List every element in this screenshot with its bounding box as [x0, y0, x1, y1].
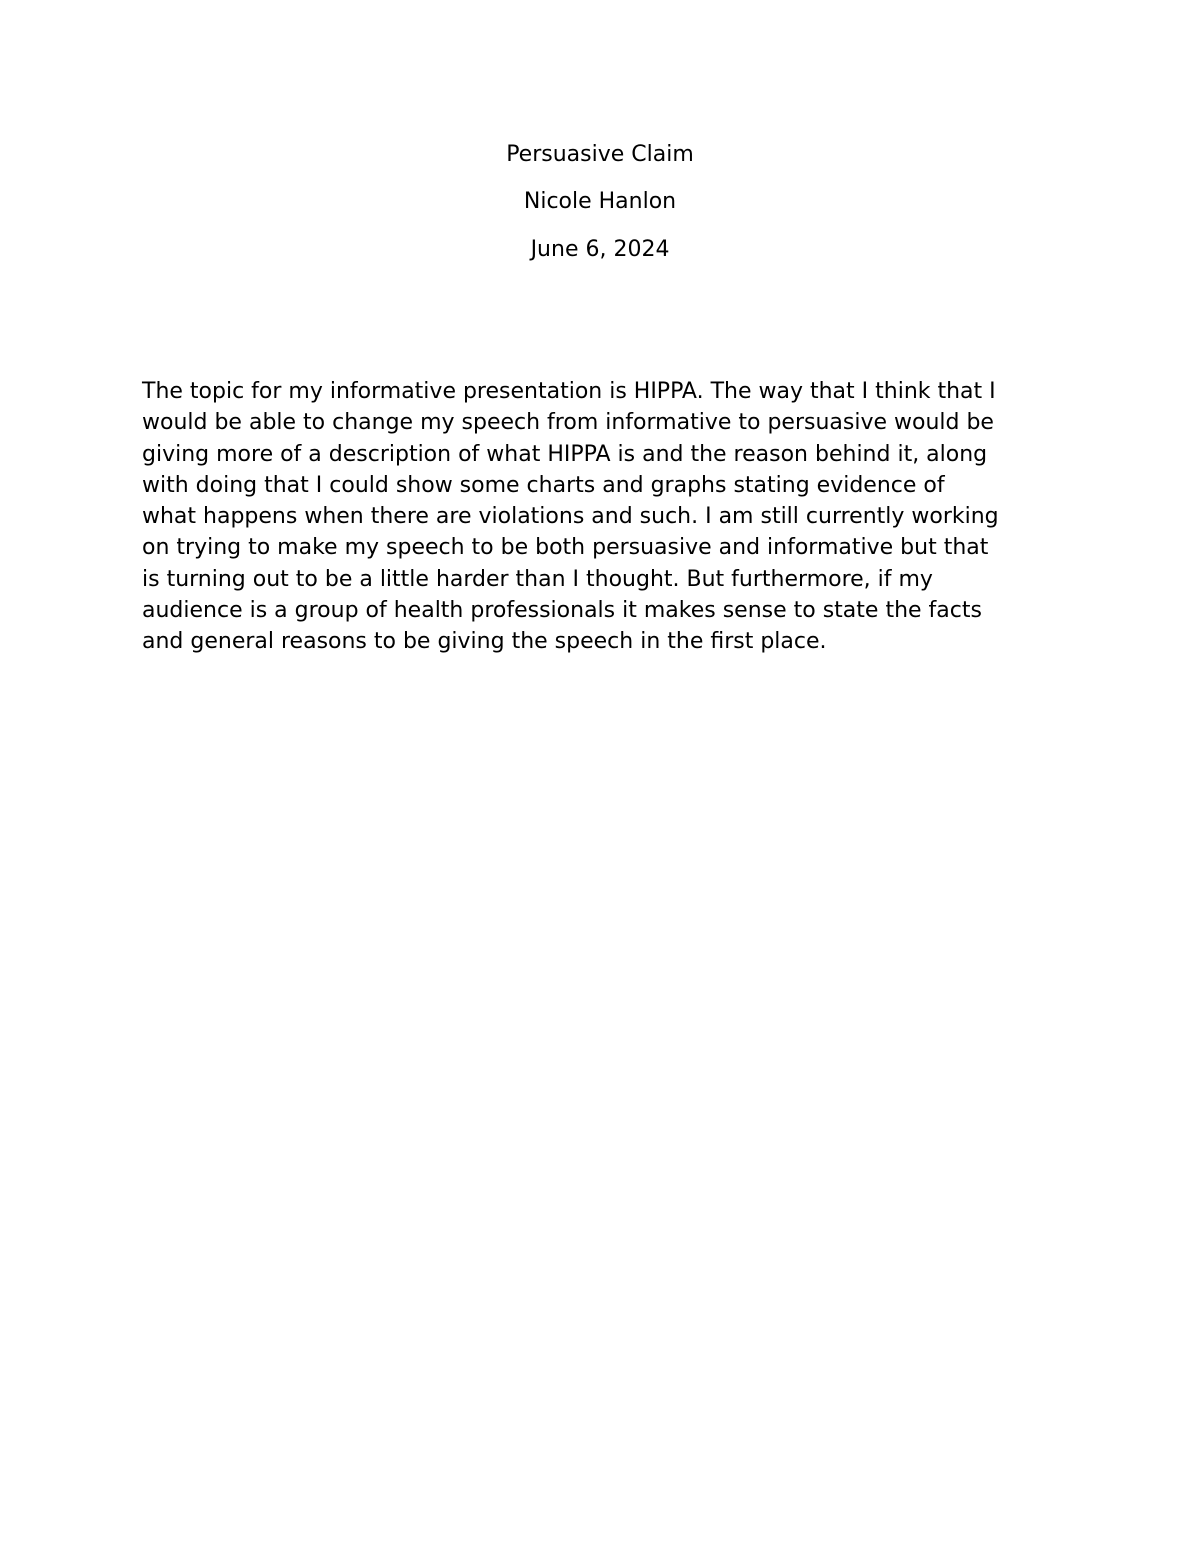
- body-line: The topic for my informative presentation is HIPPA. The way that I think that I: [142, 379, 996, 404]
- document-date: June 6, 2024: [530, 237, 670, 262]
- body-line: what happens when there are violations and such. I am still currently working: [142, 504, 999, 530]
- body-line: on trying to make my speech to be both persuasive and informative but that: [142, 535, 989, 561]
- body-line: with doing that I could show some charts and graphs stating evidence of: [142, 472, 945, 498]
- body-line: would be able to change my speech from informative to persuasive would be: [142, 410, 994, 436]
- author-name: Nicole Hanlon: [523, 189, 677, 214]
- body-line: is turning out to be a little harder than I thought. But furthermore, if my: [142, 566, 933, 592]
- body-line: giving more of a description of what HIPPA is and the reason behind it, along: [142, 441, 988, 467]
- body-paragraph: [142, 376, 1072, 658]
- document-title: Persuasive Claim: [506, 142, 694, 167]
- body-line: and general reasons to be giving the speech in the first place.: [142, 629, 827, 655]
- body-line: audience is a group of health professionals it makes sense to state the facts: [142, 598, 982, 624]
